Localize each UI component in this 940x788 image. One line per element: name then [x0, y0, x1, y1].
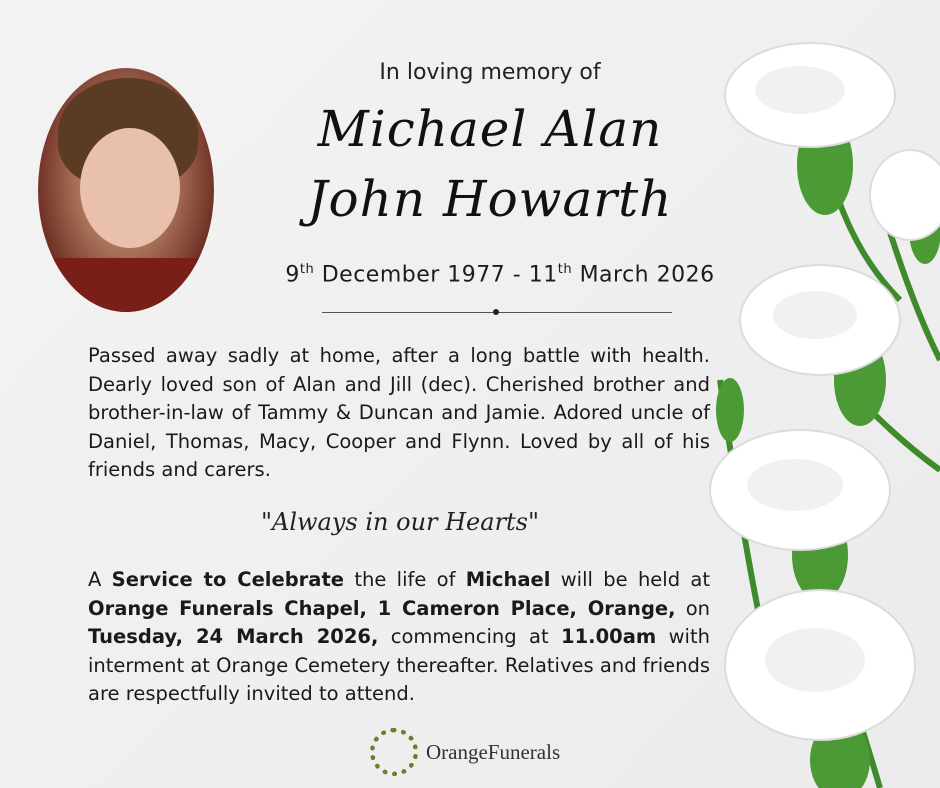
orange-funerals-logo [370, 728, 630, 778]
quote-text: "Always in our Hearts" [260, 508, 540, 536]
service-details: A Service to Celebrate the life of Michael will be held at Orange Funerals Chapel, 1 Cameron Place, Orange, on Tuesday, 24 March 2026, commencing at 11.00am with interment at Orange Cemetery thereafter. Relatives and friends are respectfully invited to attend. [88, 568, 711, 705]
carnation-flowers [700, 0, 940, 788]
logo-text: OrangeFunerals [426, 740, 561, 764]
life-dates: 9th December 1977 - 11th March 2026 [285, 262, 715, 288]
intro-text: In loving memory of [379, 60, 601, 85]
name-line-2: John Howarth [307, 170, 673, 228]
name-line-1: Michael Alan [317, 100, 663, 158]
obituary-text: Passed away sadly at home, after a long battle with health. Dearly loved son of Alan and Jill (dec). Cherished brother and brother-in-law of Tammy & Duncan and Jamie. Adored uncle of Daniel, Thomas, Macy, Cooper and Flynn. Loved by all of his friends and carers. [88, 344, 710, 481]
portrait-photo [38, 68, 214, 312]
divider [322, 312, 672, 313]
wreath-icon [370, 728, 418, 776]
